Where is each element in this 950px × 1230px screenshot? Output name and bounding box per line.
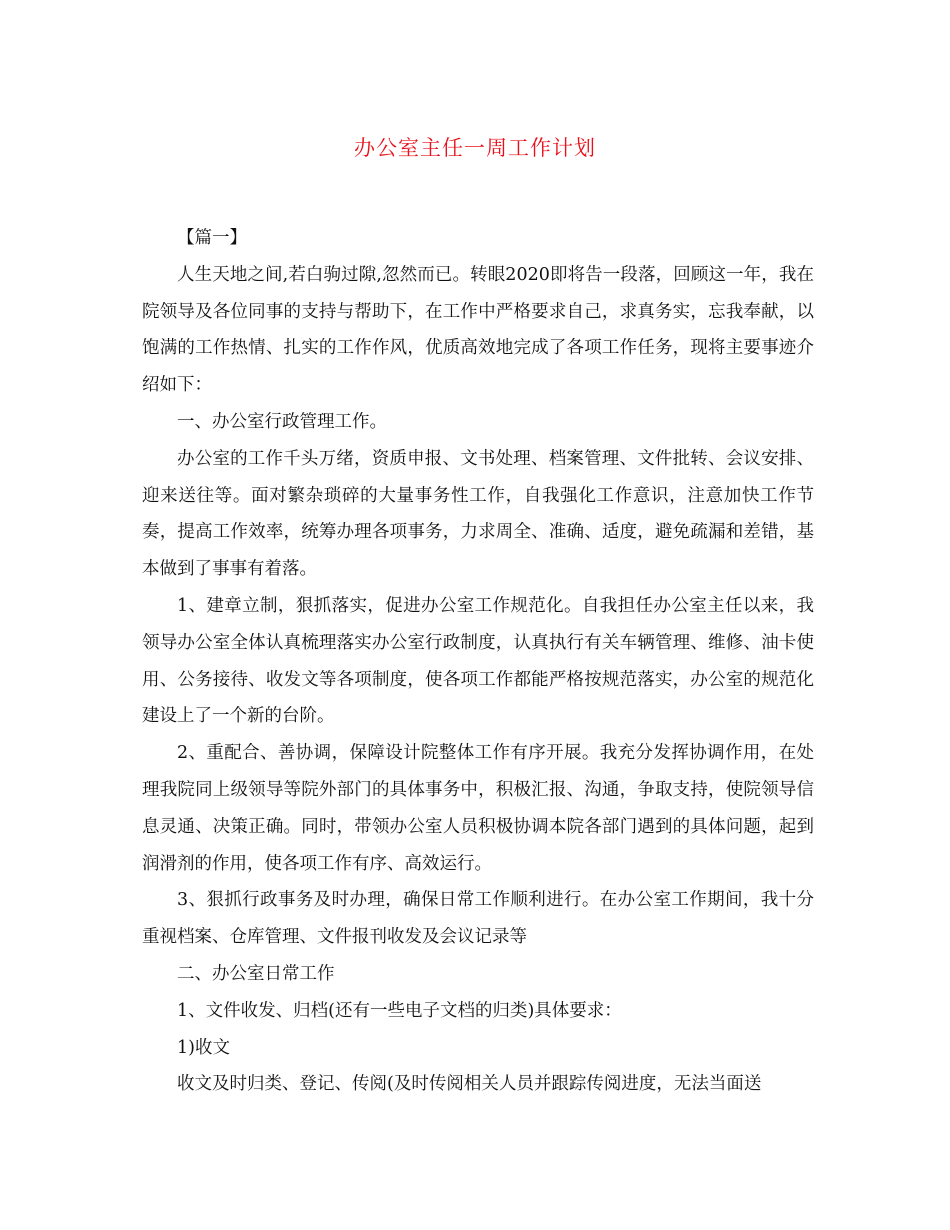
paragraph-admin-overview: 办公室的工作千头万绪，资质申报、文书处理、档案管理、文件批转、会议安排、迎来送往等。面对繁杂琐碎的大量事务性工作，自我强化工作意识，注意加快工作节奏，提高工作效率，统筹办理各项事务，力求周全、准确、适度，避免疏漏和差错，基本做到了事事有着落。: [142, 448, 814, 580]
paragraph-item-1: 1、建章立制，狠抓落实，促进办公室工作规范化。自我担任办公室主任以来，我领导办公室全体认真梳理落实办公室行政制度，认真执行有关车辆管理、维修、油卡使用、公务接待、收发文等各项制度，使各项工作都能严格按规范落实，办公室的规范化建设上了一个新的台阶。: [142, 595, 814, 727]
section-heading-admin: 一、办公室行政管理工作。: [177, 411, 387, 432]
document-body: [142, 220, 814, 1103]
section-heading-daily: 二、办公室日常工作: [177, 963, 335, 984]
paragraph-intro: 人生天地之间,若白驹过隙,忽然而已。转眼2020即将告一段落，回顾这一年，我在院领导及各位同事的支持与帮助下，在工作中严格要求自己，求真务实，忘我奉献，以饱满的工作热情、扎实的工作作风，优质高效地完成了各项工作任务，现将主要事迹介绍如下：: [142, 264, 814, 396]
document-title: 办公室主任一周工作计划: [354, 136, 596, 160]
paragraph-receiving: 收文及时归类、登记、传阅(及时传阅相关人员并跟踪传阅进度，无法当面送: [177, 1074, 762, 1095]
paragraph-filing: 1、文件收发、归档(还有一些电子文档的归类)具体要求：: [177, 1000, 622, 1021]
paragraph-item-3: 3、狠抓行政事务及时办理，确保日常工作顺利进行。在办公室工作期间，我十分重视档案、仓库管理、文件报刊收发及会议记录等: [142, 890, 814, 948]
paragraph-receiving-heading: 1)收文: [177, 1037, 230, 1058]
paragraph-item-2: 2、重配合、善协调，保障设计院整体工作有序开展。我充分发挥协调作用，在处理我院同上级领导等院外部门的具体事务中，积极汇报、沟通，争取支持，使院领导信息灵通、决策正确。同时，带领办公室人员积极协调本院各部门遇到的具体问题，起到润滑剂的作用，使各项工作有序、高效运行。: [142, 743, 814, 874]
section-heading-part-one: 【篇一】: [177, 228, 247, 248]
